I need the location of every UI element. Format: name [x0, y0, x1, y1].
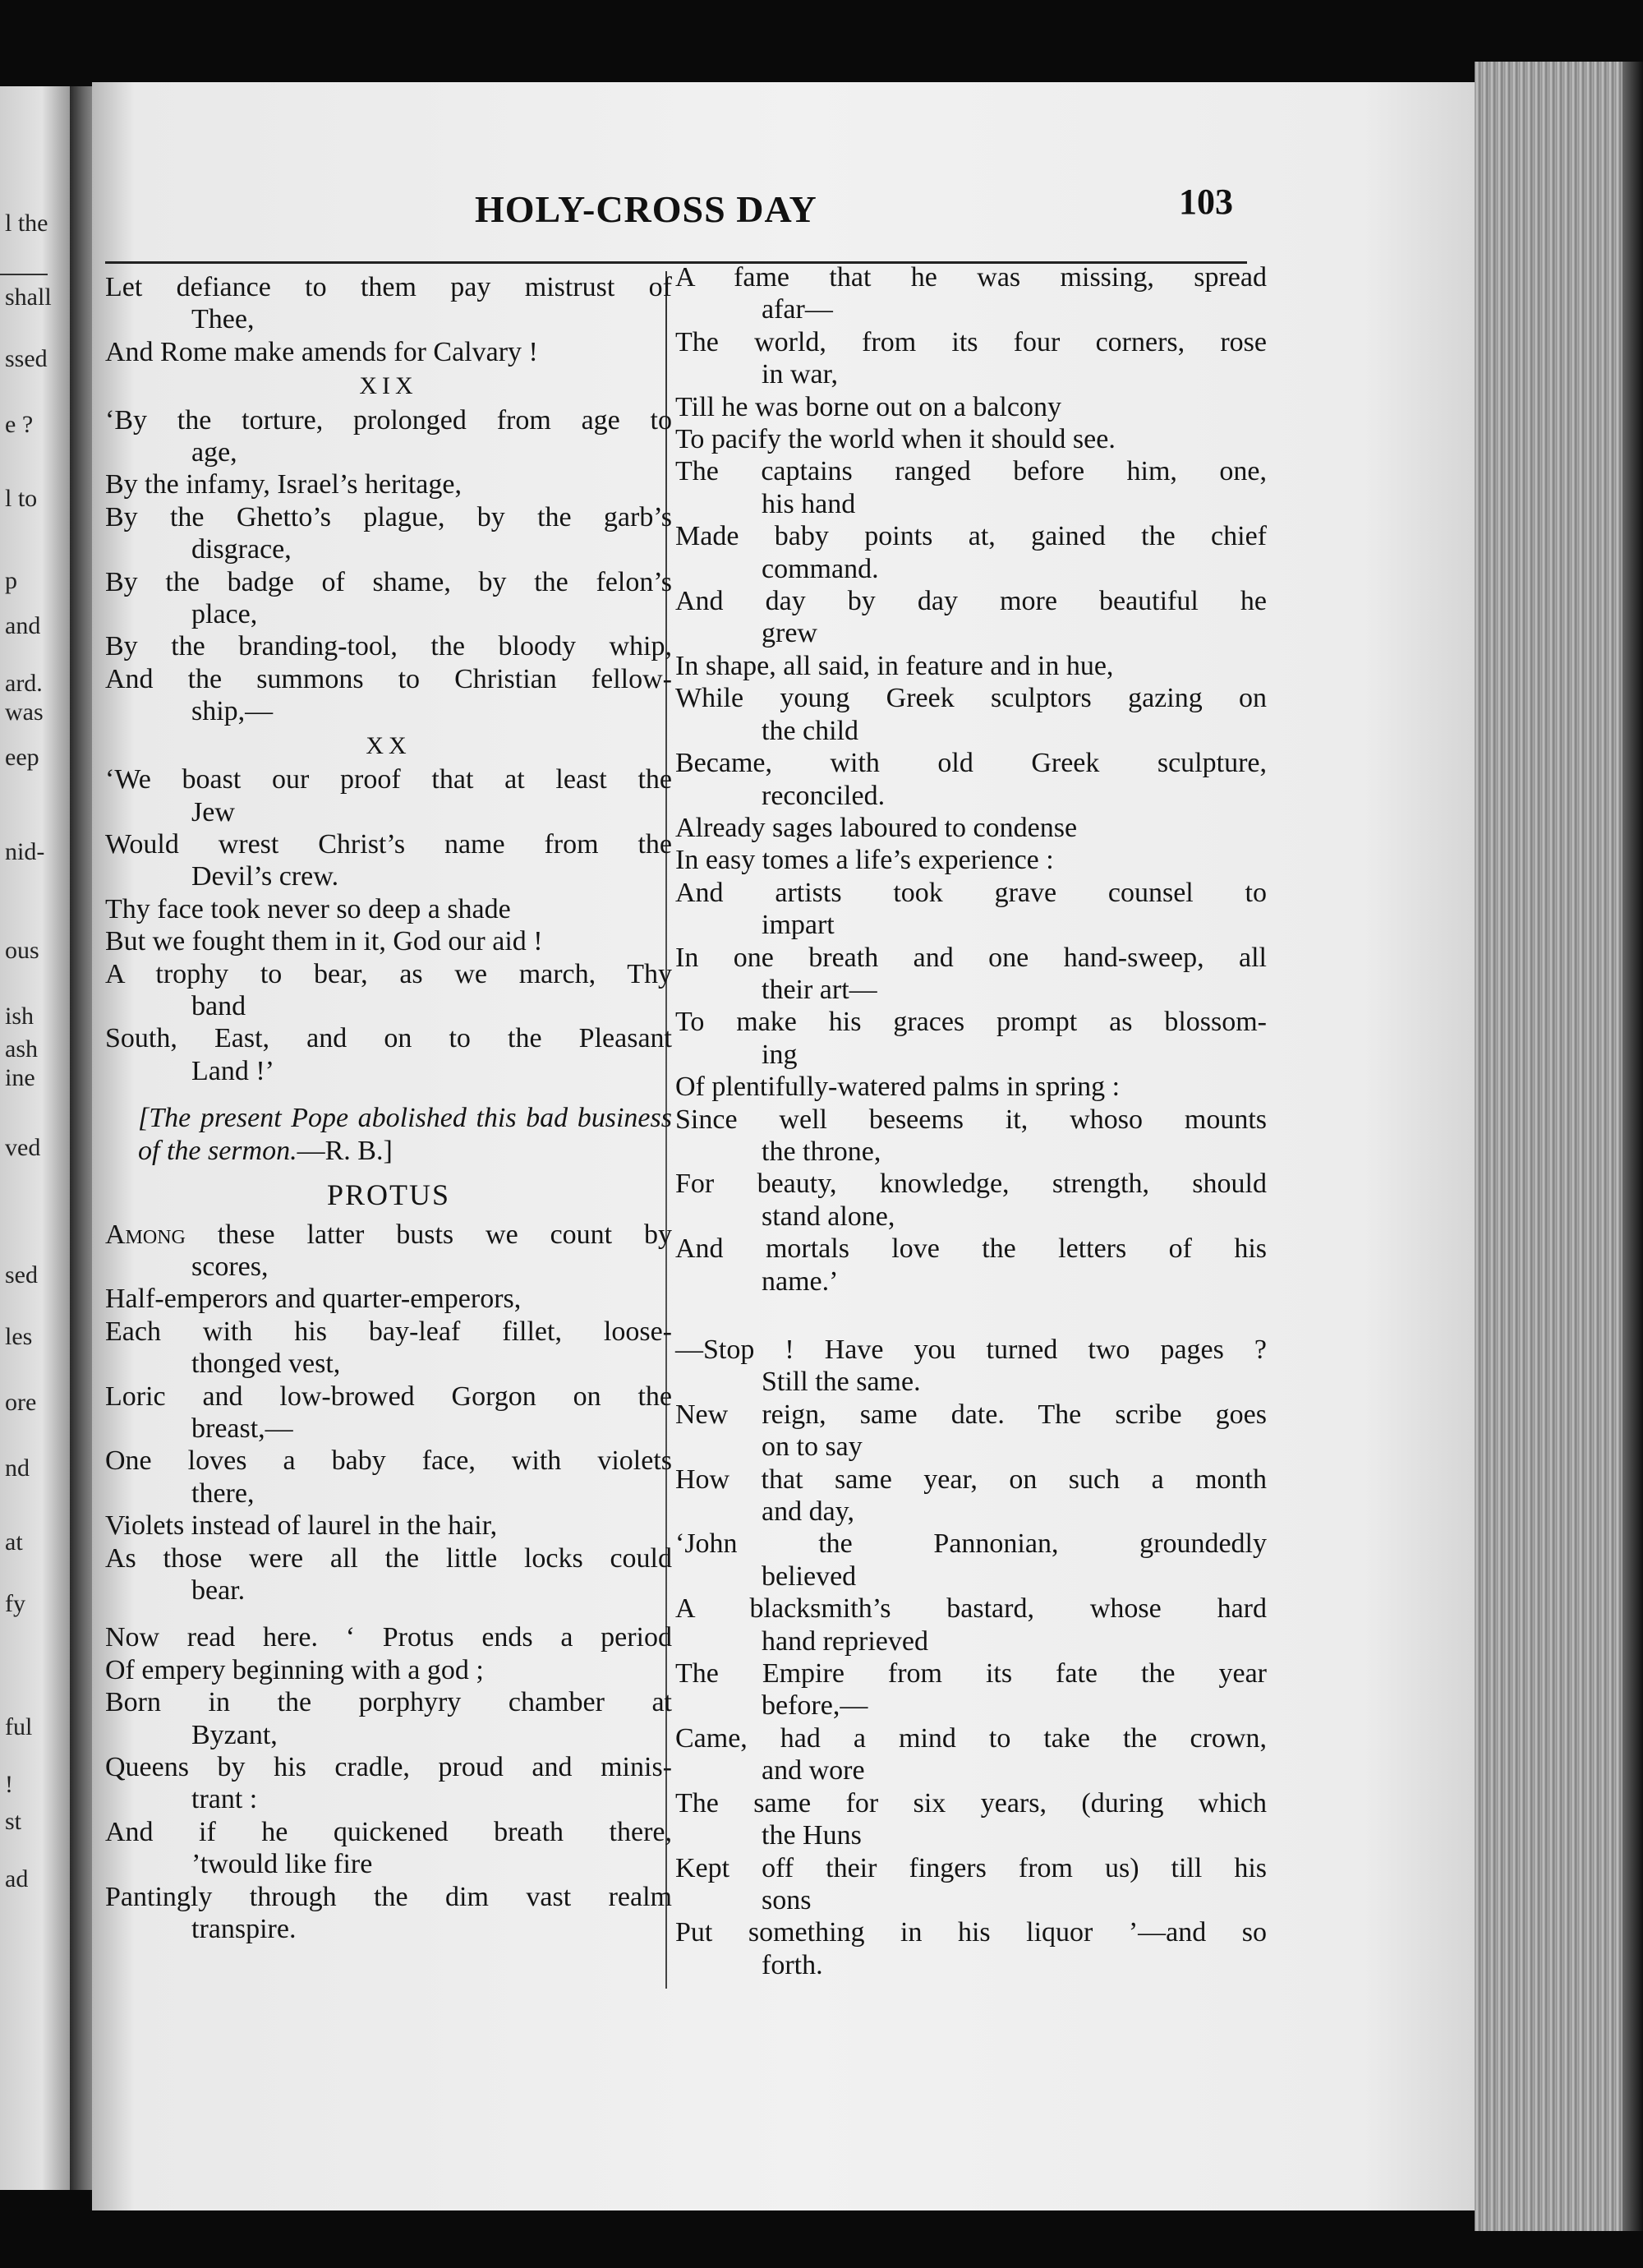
left-page-fragment: was — [5, 698, 44, 726]
editorial-note-initials: —R. B.] — [297, 1136, 393, 1167]
verse-line: Jew — [191, 796, 235, 827]
verse-line: Already sages laboured to condense — [675, 812, 1078, 843]
verse-line: To make his graces prompt as blossom- — [675, 1007, 1267, 1038]
stanza-numeral-xix: XIX — [359, 372, 418, 400]
verse-line: By the branding-tool, the bloody whip, — [105, 631, 672, 662]
verse-line: Byzant, — [191, 1719, 278, 1750]
verse-line: For beauty, knowledge, strength, should — [675, 1169, 1267, 1200]
left-facing-page — [0, 86, 70, 2190]
verse-line: afar— — [762, 294, 833, 325]
left-column — [105, 271, 672, 1946]
left-page-fragment: and — [5, 612, 41, 639]
verse-line: the throne, — [762, 1136, 881, 1167]
left-page-fragment: ! — [5, 1771, 13, 1798]
verse-line: scores, — [191, 1251, 269, 1282]
verse-line: Put something in his liquor ’—and so — [675, 1917, 1267, 1948]
verse-line: Of empery beginning with a god ; — [105, 1654, 484, 1685]
verse-line: trant : — [191, 1784, 258, 1815]
verse-line: Queens by his cradle, proud and minis- — [105, 1752, 672, 1783]
verse-line: Land !’ — [191, 1055, 275, 1086]
verse-line: Still the same. — [762, 1367, 921, 1398]
page-number: 103 — [1179, 182, 1233, 222]
verse-line: and day, — [762, 1496, 854, 1528]
verse-line: By the infamy, Israel’s heritage, — [105, 469, 462, 500]
verse-line: While young Greek sculptors gazing on — [675, 683, 1267, 714]
left-page-fragment: ard. — [5, 670, 43, 697]
left-page-rule — [0, 274, 48, 275]
verse-line: How that same year, on such a month — [675, 1464, 1267, 1495]
verse-line: on to say — [762, 1431, 863, 1463]
verse-line: But we fought them in it, God our aid ! — [105, 926, 543, 957]
left-page-fragment: shall — [5, 284, 52, 311]
verse-line: ‘We boast our proof that at least the — [105, 764, 672, 795]
verse-line: Since well beseems it, whoso mounts — [675, 1104, 1267, 1135]
left-page-fragment: ous — [5, 937, 39, 964]
verse-line: A trophy to bear, as we march, Thy — [105, 958, 672, 989]
verse-line: To pacify the world when it should see. — [675, 424, 1116, 455]
left-page-fragment: ine — [5, 1064, 35, 1091]
verse-line: ‘By the torture, prolonged from age to — [105, 404, 672, 436]
verse-line: bear. — [191, 1575, 246, 1606]
verse-line: stand alone, — [762, 1201, 895, 1232]
verse-line: name.’ — [762, 1265, 839, 1297]
running-head: HOLY-CROSS DAY — [475, 188, 817, 230]
stanza-numeral-xx: XX — [366, 731, 412, 759]
verse-line: In easy tomes a life’s experience : — [675, 845, 1054, 876]
verse-line: The same for six years, (during which — [675, 1787, 1267, 1819]
verse-line: And artists took grave counsel to — [675, 877, 1267, 908]
left-page-fragment: fy — [5, 1590, 25, 1617]
verse-line: impart — [762, 910, 835, 941]
verse-line: A blacksmith’s bastard, whose hard — [675, 1593, 1267, 1625]
verse-line: By the badge of shame, by the felon’s — [105, 566, 672, 597]
verse-line: transpire. — [191, 1914, 297, 1945]
verse-line: Violets instead of laurel in the hair, — [105, 1510, 498, 1542]
verse-line: command. — [762, 553, 879, 584]
verse-line: grew — [762, 618, 817, 649]
verse-line: Devil’s crew. — [191, 861, 339, 892]
left-page-fragment: nd — [5, 1454, 30, 1482]
verse-line: Born in the porphyry chamber at — [105, 1687, 672, 1718]
verse-line: Became, with old Greek sculpture, — [675, 748, 1267, 779]
verse-line: their art— — [762, 974, 877, 1005]
book-page-edges — [1475, 62, 1622, 2231]
verse-line: place, — [191, 599, 258, 630]
verse-line: the Huns — [762, 1820, 862, 1851]
verse-line: In shape, all said, in feature and in hue, — [675, 650, 1114, 681]
verse-line: ing — [762, 1039, 798, 1070]
left-page-fragment: ore — [5, 1389, 37, 1416]
verse-line: Made baby points at, gained the chief — [675, 521, 1267, 552]
verse-line: The Empire from its fate the year — [675, 1658, 1267, 1689]
editorial-note-text: [The present Pope abolished this bad business of the sermon. — [138, 1103, 672, 1167]
verse-line: In one breath and one hand-sweep, all — [675, 942, 1267, 973]
verse-line: And the summons to Christian fellow- — [105, 663, 672, 694]
verse-line: reconciled. — [762, 780, 886, 811]
left-page-fragment: l the — [5, 210, 48, 237]
verse-line: and wore — [762, 1755, 865, 1786]
verse-line: The captains ranged before him, one, — [675, 456, 1267, 487]
left-page-fragment: e ? — [5, 411, 34, 438]
left-page-fragment: ved — [5, 1134, 41, 1161]
verse-line: hand reprieved — [762, 1625, 928, 1657]
verse-line: And mortals love the letters of his — [675, 1233, 1267, 1265]
verse-line: Came, had a mind to take the crown, — [675, 1722, 1267, 1754]
left-page-fragment: les — [5, 1323, 33, 1350]
verse-line: A fame that he was missing, spread — [675, 262, 1267, 293]
left-page-fragment: nid- — [5, 838, 45, 865]
verse-line: disgrace, — [191, 534, 292, 565]
verse-line: the child — [762, 715, 859, 746]
verse-line: Kept off their fingers from us) till his — [675, 1852, 1267, 1883]
book-edge-shadow — [1622, 62, 1643, 2231]
verse-line: sons — [762, 1884, 812, 1915]
verse-line: And day by day more beautiful he — [675, 586, 1267, 617]
verse-line: band — [191, 990, 246, 1021]
verse-line: ship,— — [191, 696, 274, 727]
left-page-fragment: eep — [5, 744, 39, 771]
verse-line: As those were all the little locks could — [105, 1542, 672, 1574]
verse-line: Let defiance to them pay mistrust of — [105, 272, 672, 302]
left-page-fragment: sed — [5, 1261, 38, 1288]
left-page-fragment: st — [5, 1808, 22, 1835]
verse-line: thonged vest, — [191, 1348, 341, 1380]
verse-line: New reign, same date. The scribe goes — [675, 1399, 1267, 1430]
left-page-fragment: at — [5, 1528, 23, 1556]
left-page-fragment: p — [5, 567, 17, 594]
verse-line: Loric and low-browed Gorgon on the — [105, 1381, 672, 1412]
verse-line: ‘John the Pannonian, groundedly — [675, 1528, 1267, 1560]
protus-opening-word: Among — [105, 1219, 186, 1250]
right-column — [675, 261, 1267, 1981]
verse-line: And Rome make amends for Calvary ! — [105, 336, 538, 367]
verse-line: The world, from its four corners, rose — [675, 326, 1267, 357]
verse-line: ’twould like fire — [191, 1849, 373, 1880]
verse-line: his hand — [762, 488, 856, 519]
verse-line: Each with his bay-leaf fillet, loose- — [105, 1316, 672, 1347]
left-page-fragment: ful — [5, 1713, 33, 1740]
verse-line: there, — [191, 1477, 255, 1509]
left-page-fragment: ash — [5, 1035, 38, 1063]
verse-line: age, — [191, 437, 237, 468]
verse-line: before,— — [762, 1690, 868, 1722]
left-page-fragment: ad — [5, 1865, 29, 1892]
verse-line: Now read here. ‘ Protus ends a period — [105, 1622, 672, 1653]
verse-line: Half-emperors and quarter-emperors, — [105, 1284, 522, 1315]
left-page-fragment: ssed — [5, 345, 48, 372]
verse-line: Pantingly through the dim vast realm — [105, 1881, 672, 1912]
verse-line: believed — [762, 1560, 857, 1592]
verse-line: breast,— — [191, 1413, 293, 1444]
section-heading-protus: PROTUS — [326, 1178, 451, 1212]
verse-line — [105, 1219, 672, 1251]
verse-line: in war, — [762, 359, 839, 390]
verse-line: forth. — [762, 1949, 823, 1980]
verse-line: Thee, — [191, 304, 255, 335]
editorial-note — [105, 1102, 672, 1168]
verse-line: Till he was borne out on a balcony — [675, 391, 1061, 422]
verse-line: Would wrest Christ’s name from the — [105, 828, 672, 860]
verse-line: By the Ghetto’s plague, by the garb’s — [105, 501, 672, 532]
left-page-fragment: l to — [5, 485, 38, 512]
verse-line: One loves a baby face, with violets — [105, 1445, 672, 1477]
verse-line: Thy face took never so deep a shade — [105, 893, 511, 924]
verse-line: Of plentifully-watered palms in spring : — [675, 1072, 1121, 1103]
verse-line: —Stop ! Have you turned two pages ? — [675, 1335, 1267, 1365]
verse-line-text: these latter busts we count by — [217, 1219, 673, 1250]
left-page-fragment: ish — [5, 1003, 35, 1030]
verse-line: And if he quickened breath there, — [105, 1816, 672, 1847]
verse-line: South, East, and on to the Pleasant — [105, 1023, 672, 1054]
